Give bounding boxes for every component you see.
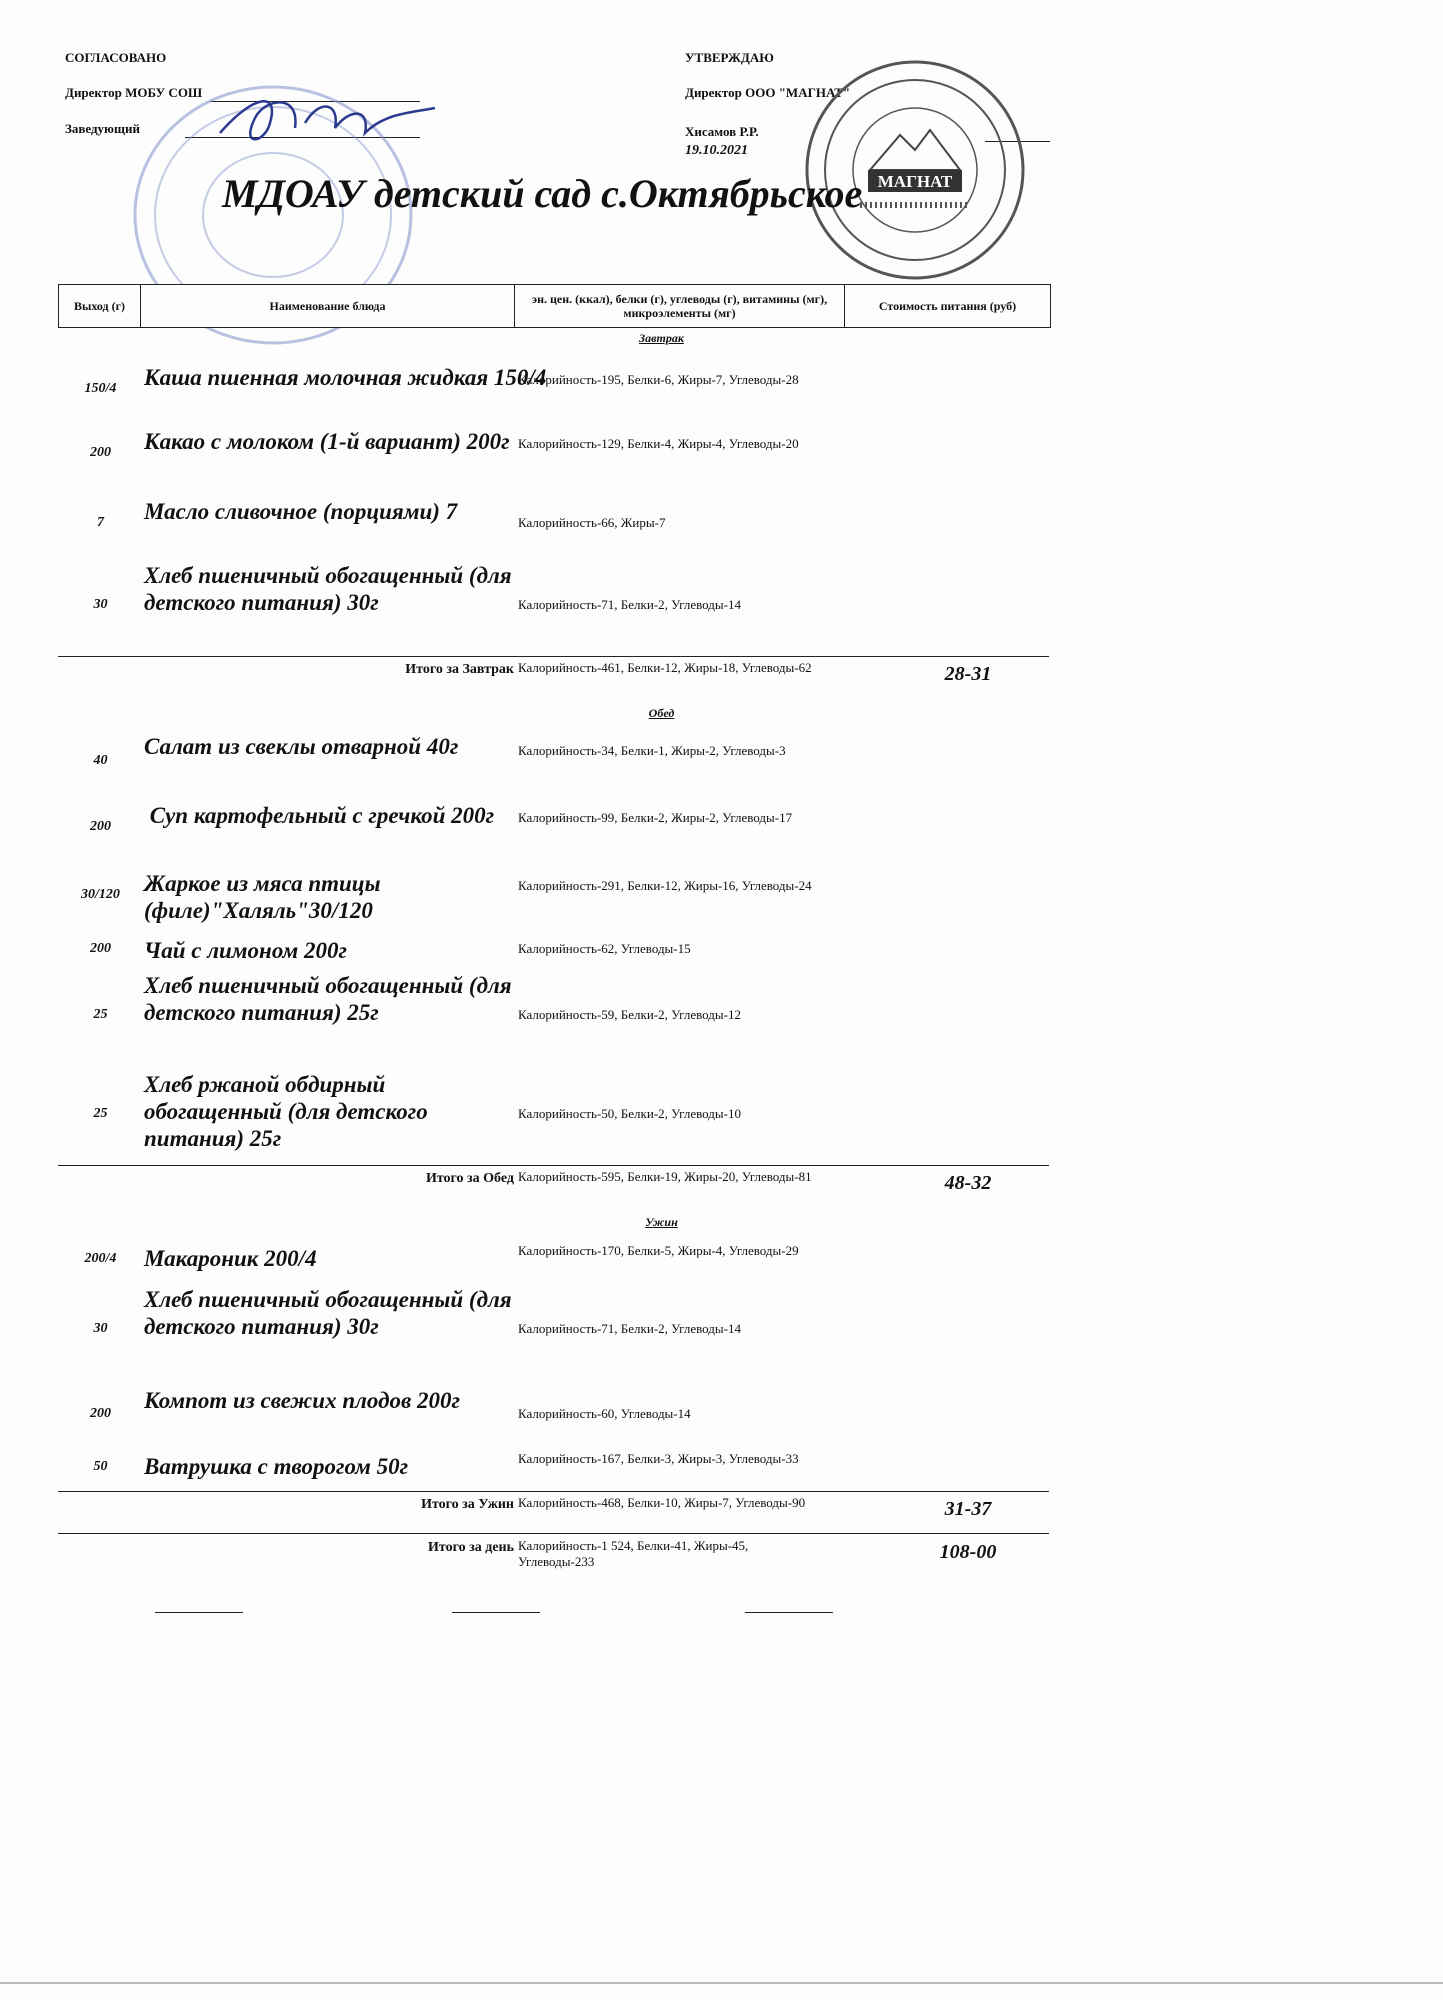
item-nutrition: Калорийность-170, Белки-5, Жиры-4, Углеводы-29 (518, 1243, 799, 1258)
total-price: 48-32 (944, 1172, 992, 1194)
item-nutrition: Калорийность-291, Белки-12, Жиры-16, Углеводы-24 (518, 878, 812, 893)
divider (58, 656, 1049, 657)
total-price: 31-37 (944, 1498, 992, 1520)
page-title: МДОАУ детский сад с.Октябрьское (222, 171, 863, 216)
day-total-label: Итого за день (428, 1540, 514, 1555)
item-dish: Салат из свеклы отварной 40г (144, 734, 459, 759)
item-dish: Ватрушка с творогом 50г (144, 1454, 409, 1479)
section-lunch-title: Обед (648, 706, 675, 720)
item-qty: 25 (93, 1007, 108, 1022)
item-qty: 200 (90, 941, 111, 956)
day-total-row (58, 1538, 1049, 1574)
item-dish: Хлеб пшеничный обогащенный (для детского питания) 30г (144, 1287, 512, 1339)
divider (58, 1165, 1049, 1166)
item-nutrition: Калорийность-167, Белки-3, Жиры-3, Углеводы-33 (518, 1451, 799, 1466)
total-nutrition: Калорийность-468, Белки-10, Жиры-7, Углеводы-90 (518, 1495, 806, 1510)
total-nutrition: Калорийность-595, Белки-19, Жиры-20, Углеводы-81 (518, 1169, 812, 1184)
item-nutrition: Калорийность-195, Белки-6, Жиры-7, Углеводы-28 (518, 372, 799, 387)
menu-row (58, 498, 1049, 552)
item-nutrition: Калорийность-60, Углеводы-14 (518, 1406, 691, 1421)
item-qty: 200 (90, 445, 111, 460)
item-dish: Хлеб пшеничный обогащенный (для детского питания) 25г (144, 973, 512, 1025)
dinner-total-row (58, 1495, 1049, 1531)
head-label: Заведующий (65, 121, 140, 136)
menu-row (58, 870, 1049, 924)
col-nutrition-header: эн. цен. (ккал), белки (г), углеводы (г), витамины (мг), микроэлементы (мг) (515, 285, 845, 327)
item-dish: Жаркое из мяса птицы (филе)"Халяль"30/120 (144, 871, 381, 923)
menu-row (58, 1387, 1049, 1441)
day-total-price: 108-00 (939, 1541, 997, 1563)
director-name: Хисамов Р.Р. (685, 124, 759, 139)
item-dish: Чай с лимоном 200г (144, 938, 347, 963)
item-nutrition: Калорийность-62, Углеводы-15 (518, 941, 691, 956)
agreed-label: СОГЛАСОВАНО (65, 50, 167, 65)
table-header (58, 284, 1051, 328)
item-nutrition: Калорийность-71, Белки-2, Углеводы-14 (518, 597, 741, 612)
total-nutrition: Калорийность-461, Белки-12, Жиры-18, Углеводы-62 (518, 660, 812, 675)
menu-row (58, 1243, 1049, 1283)
col-qty-header: Выход (г) (59, 285, 141, 327)
menu-row (58, 1451, 1049, 1491)
stamp-magnat-text: МАГНАТ (877, 172, 953, 191)
item-nutrition: Калорийность-71, Белки-2, Углеводы-14 (518, 1321, 741, 1336)
item-qty: 200 (90, 819, 111, 834)
col-dish-header: Наименование блюда (141, 285, 515, 327)
divider (58, 1533, 1049, 1534)
lunch-total-row (58, 1169, 1049, 1205)
item-qty: 7 (97, 515, 104, 530)
day-total-nutrition: Калорийность-1 524, Белки-41, Жиры-45, Углеводы-233 (518, 1538, 749, 1569)
total-label: Итого за Обед (425, 1171, 514, 1186)
item-nutrition: Калорийность-59, Белки-2, Углеводы-12 (518, 1007, 741, 1022)
item-nutrition: Калорийность-50, Белки-2, Углеводы-10 (518, 1106, 741, 1121)
menu-row (58, 364, 1049, 418)
item-qty: 50 (93, 1459, 108, 1474)
item-dish: Какао с молоком (1-й вариант) 200г (144, 429, 510, 454)
item-nutrition: Калорийность-129, Белки-4, Жиры-4, Углеводы-20 (518, 436, 799, 451)
menu-row (58, 802, 1049, 856)
section-dinner-title: Ужин (645, 1215, 678, 1229)
school-director-label: Директор МОБУ СОШ (65, 85, 203, 100)
item-dish: Масло сливочное (порциями) 7 (144, 499, 458, 524)
item-nutrition: Калорийность-66, Жиры-7 (518, 515, 666, 530)
blank-line (452, 1612, 540, 1613)
item-qty: 150/4 (84, 381, 117, 396)
item-dish: Хлеб пшеничный обогащенный (для детского питания) 30г (144, 563, 512, 615)
item-qty: 30 (93, 1321, 108, 1336)
item-qty: 30/120 (81, 887, 120, 902)
section-breakfast-title: Завтрак (639, 331, 684, 345)
item-dish: Каша пшенная молочная жидкая 150/4 (144, 365, 547, 390)
item-nutrition: Калорийность-99, Белки-2, Жиры-2, Углеводы-17 (518, 810, 793, 825)
approve-label: УТВЕРЖДАЮ (685, 50, 774, 65)
breakfast-total-row (58, 660, 1049, 696)
menu-row (58, 428, 1049, 482)
item-qty: 25 (93, 1106, 108, 1121)
total-price: 28-31 (944, 663, 992, 685)
item-dish: Суп картофельный с гречкой 200г (144, 803, 495, 828)
col-price-header: Стоимость питания (руб) (878, 299, 1017, 313)
scan-edge (0, 1982, 1443, 1984)
item-dish: Компот из свежих плодов 200г (144, 1388, 461, 1413)
menu-row (58, 733, 1049, 787)
item-nutrition: Калорийность-34, Белки-1, Жиры-2, Углеводы-3 (518, 743, 786, 758)
item-qty: 30 (93, 597, 108, 612)
blank-line (155, 1612, 243, 1613)
item-dish: Хлеб ржаной обдирный обогащенный (для детского питания) 25г (144, 1072, 428, 1151)
signature (210, 78, 450, 158)
menu-row (58, 972, 1049, 1060)
item-dish: Макароник 200/4 (144, 1246, 317, 1271)
blank-line (745, 1612, 833, 1613)
menu-row (58, 562, 1049, 650)
menu-row (58, 1286, 1049, 1374)
item-qty: 40 (93, 753, 108, 768)
item-qty: 200/4 (84, 1251, 117, 1266)
menu-row (58, 1071, 1049, 1159)
company-director-label: Директор ООО "МАГНАТ" (685, 85, 851, 100)
item-qty: 200 (90, 1406, 111, 1421)
total-label: Итого за Завтрак (405, 662, 514, 677)
approve-date: 19.10.2021 (685, 143, 748, 158)
total-label: Итого за Ужин (421, 1497, 514, 1512)
divider (58, 1491, 1049, 1492)
menu-row (58, 937, 1049, 965)
